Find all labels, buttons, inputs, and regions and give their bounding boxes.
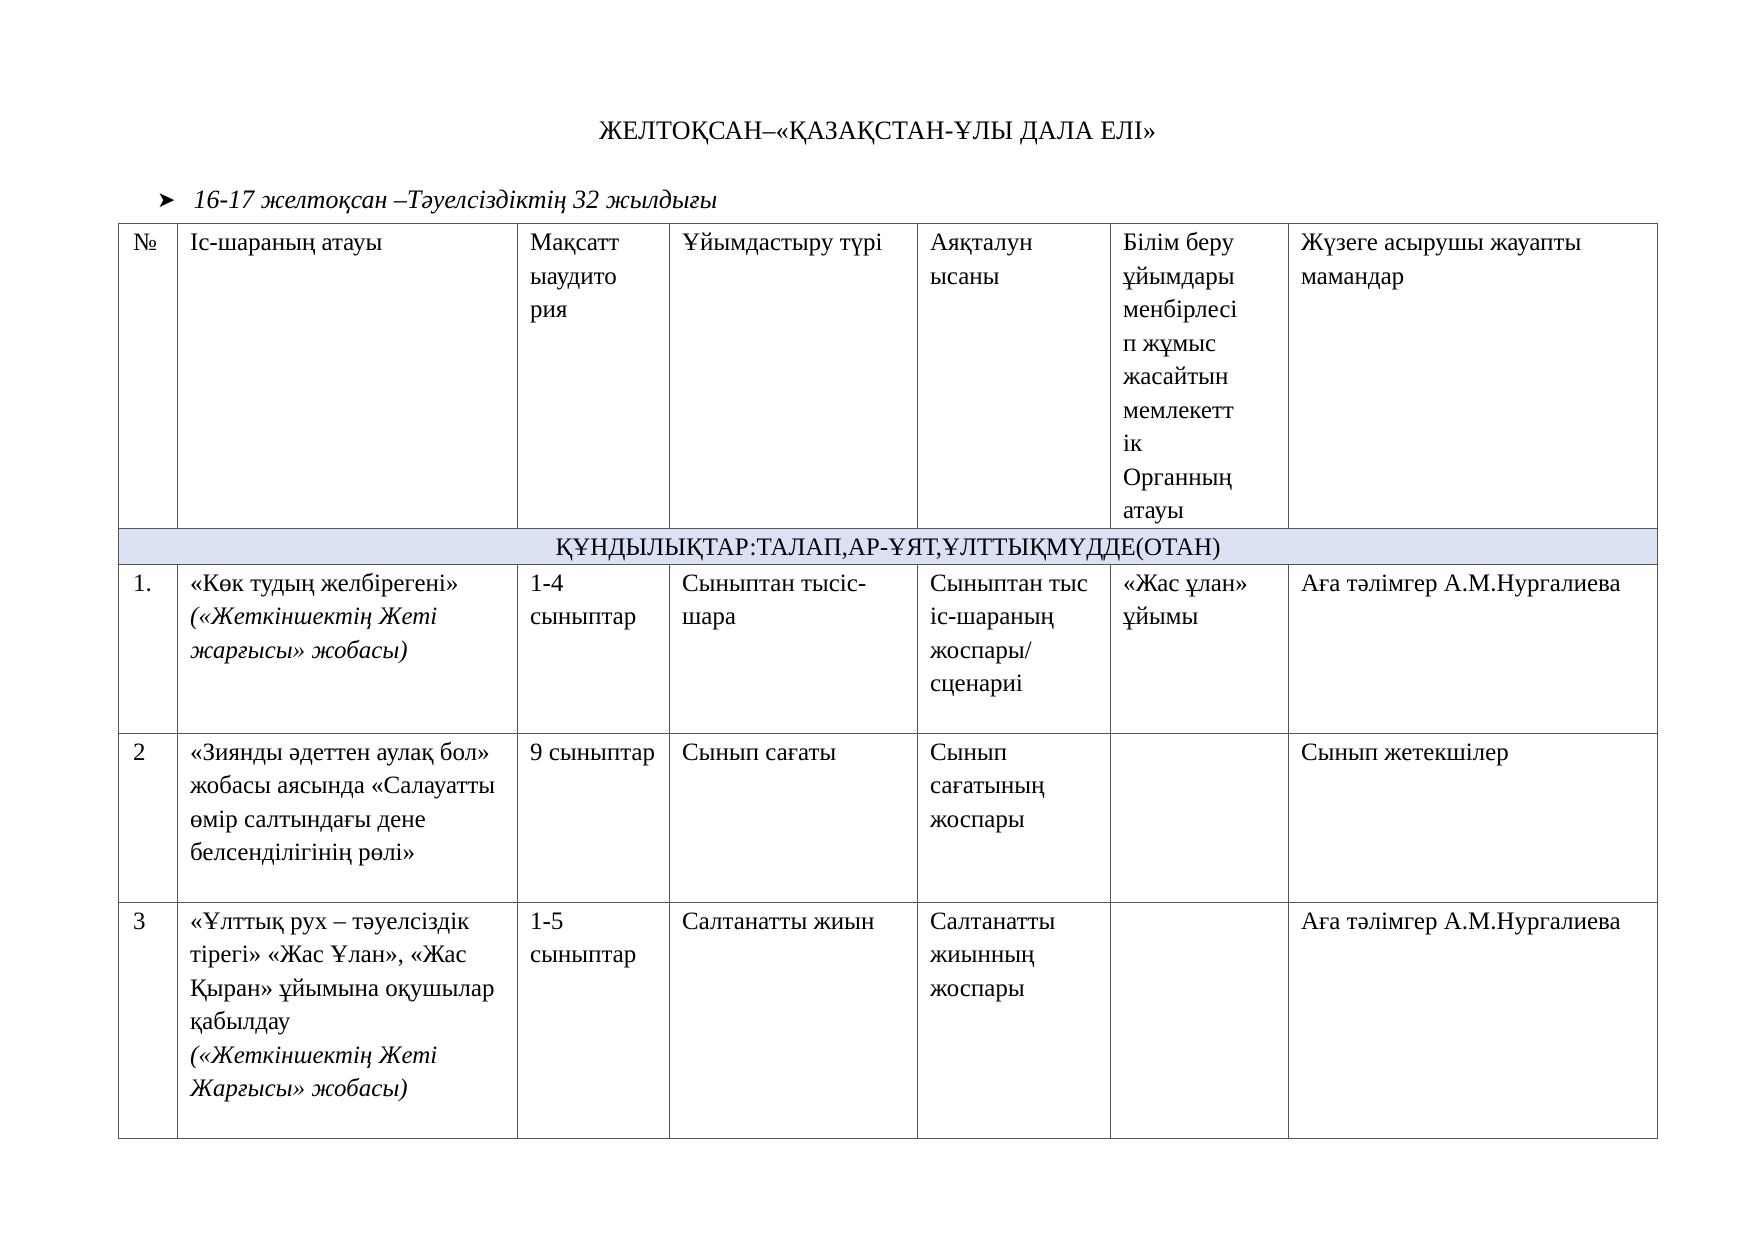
header-form: Ұйымдастыру түрі (670, 224, 918, 529)
row-audience: 1-5 сыныптар (518, 902, 670, 1138)
row-form: Салтанатты жиын (670, 902, 918, 1138)
row-responsible: Аға тәлімгер А.М.Нургалиева (1289, 564, 1658, 733)
row-org: «Жас ұлан» ұйымы (1111, 564, 1289, 733)
arrow-bullet-icon: ➤ (157, 187, 176, 212)
row-event: «Көк тудың желбірегені» («Жеткіншектің Жеті жарғысы» жобасы) (178, 564, 518, 733)
row-event: «Зиянды әдеттен аулақ бол» жобасы аясында «Салауатты өмір салтындағы дене белсенділігінің рөлі» (178, 733, 518, 902)
table-row (119, 902, 1658, 1138)
row-event: «Ұлттық рух – тәуелсіздік тірегі» «Жас Ұлан», «Жас Қыран» ұйымына оқушылар қабылдау («Жеткіншектің Жеті Жарғысы» жобасы) (178, 902, 518, 1138)
row-responsible: Сынып жетекшілер (1289, 733, 1658, 902)
section-title: ҚҰНДЫЛЫҚТАР:ТАЛАП,АР-ҰЯТ,ҰЛТТЫҚМҮДДЕ(ОТАН) (119, 528, 1658, 564)
row-form: Сынып сағаты (670, 733, 918, 902)
table-row (119, 564, 1658, 733)
row-org (1111, 902, 1289, 1138)
header-num: № (119, 224, 178, 529)
header-responsible: Жүзеге асырушы жауапты мамандар (1289, 224, 1658, 529)
section-row (119, 528, 1658, 564)
header-audience: Мақсатт ыаудито рия (518, 224, 670, 529)
header-event: Іс-шараның атауы (178, 224, 518, 529)
row-audience: 1-4 сыныптар (518, 564, 670, 733)
row-completion: Сынып сағатының жоспары (918, 733, 1111, 902)
row-responsible: Аға тәлімгер А.М.Нургалиева (1289, 902, 1658, 1138)
row-form: Сыныптан тысіс-шара (670, 564, 918, 733)
table-header-row (119, 224, 1658, 529)
row-completion: Салтанатты жиынның жоспары (918, 902, 1111, 1138)
events-table (118, 223, 1658, 1139)
row-num: 2 (119, 733, 178, 902)
header-org: Білім беру ұйымдары менбірлесі п жұмыс жасайтын мемлекетт ік Органның атауы (1111, 224, 1289, 529)
row-audience: 9 сыныптар (518, 733, 670, 902)
row-org (1111, 733, 1289, 902)
subtitle-text: 16-17 желтоқсан –Тәуелсіздіктің 32 жылдығы (193, 185, 718, 214)
table-row (119, 733, 1658, 902)
header-completion: Аяқталун ысаны (918, 224, 1111, 529)
subtitle-line (157, 185, 717, 215)
row-completion: Сыныптан тыс іс-шараның жоспары/ сценариі (918, 564, 1111, 733)
row-num: 1. (119, 564, 178, 733)
row-num: 3 (119, 902, 178, 1138)
page-title: ЖЕЛТОҚСАН–«ҚАЗАҚСТАН-ҰЛЫ ДАЛА ЕЛІ» (598, 116, 1157, 145)
